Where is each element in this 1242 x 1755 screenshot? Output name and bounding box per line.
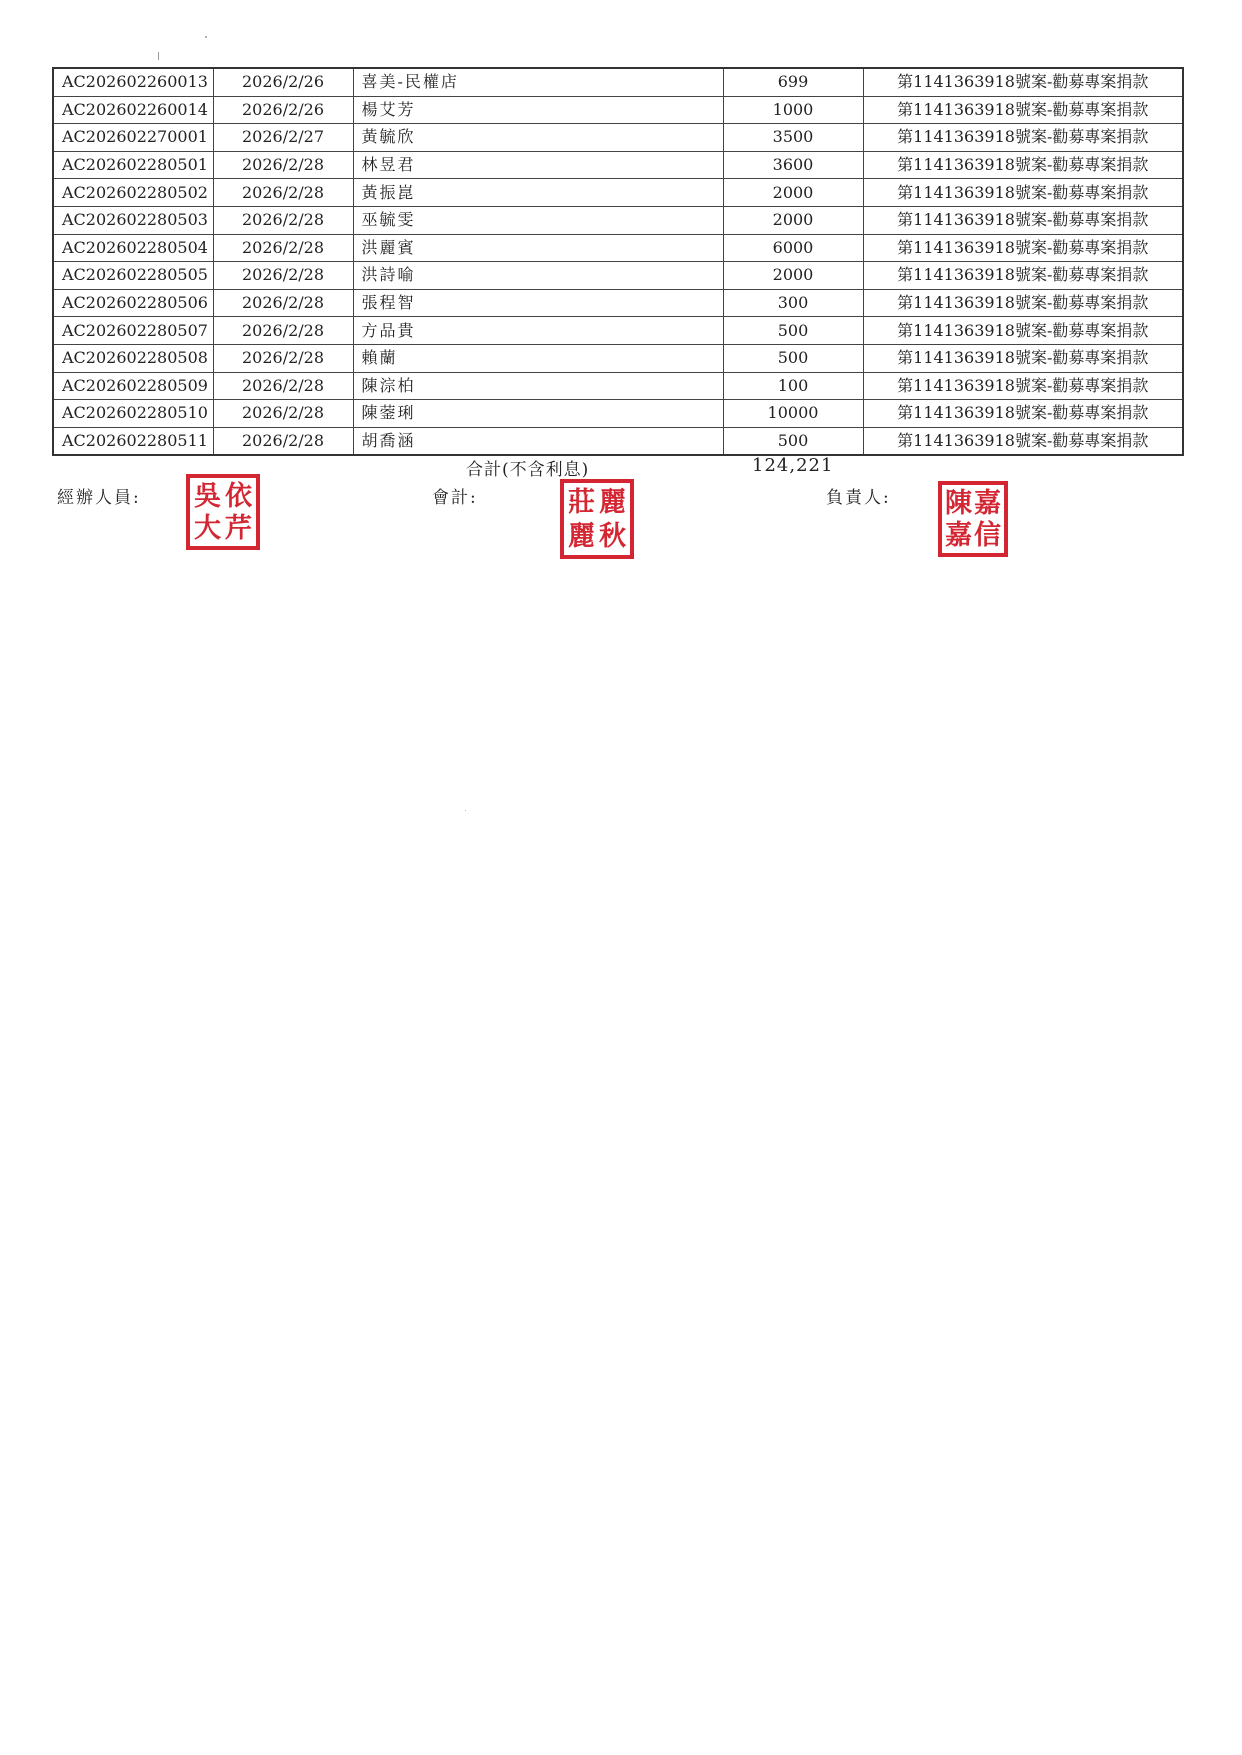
cell-purpose: 第1141363918號案-勸募專案捐款: [863, 262, 1183, 290]
cell-donation-id: AC202602280511: [53, 427, 213, 455]
cell-purpose: 第1141363918號案-勸募專案捐款: [863, 427, 1183, 455]
cell-donor-name: 黃振崑: [353, 179, 723, 207]
cell-purpose: 第1141363918號案-勸募專案捐款: [863, 317, 1183, 345]
cell-donor-name: 胡喬涵: [353, 427, 723, 455]
cell-donation-id: AC202602280508: [53, 344, 213, 372]
cell-date: 2026/2/28: [213, 262, 353, 290]
table-row: [53, 151, 1183, 179]
cell-amount: 10000: [723, 400, 863, 428]
cell-donation-id: AC202602280501: [53, 151, 213, 179]
cell-donation-id: AC202602280506: [53, 289, 213, 317]
cell-amount: 2000: [723, 262, 863, 290]
seal-character: 依: [225, 480, 252, 512]
cell-donor-name: 賴蘭: [353, 344, 723, 372]
table-row: [53, 262, 1183, 290]
handler-label: 經辦人員:: [57, 488, 141, 508]
seal-character: 嘉: [945, 519, 972, 551]
seal-character: 陳: [945, 487, 972, 519]
table-row: [53, 96, 1183, 124]
accountant-label: 會計:: [432, 488, 478, 508]
donation-ledger-table: [52, 67, 1184, 456]
cell-date: 2026/2/28: [213, 234, 353, 262]
scan-speck: [465, 810, 466, 811]
cell-date: 2026/2/28: [213, 151, 353, 179]
cell-purpose: 第1141363918號案-勸募專案捐款: [863, 234, 1183, 262]
cell-amount: 3500: [723, 124, 863, 152]
cell-donation-id: AC202602260013: [53, 68, 213, 96]
cell-donor-name: 陳蓥琍: [353, 400, 723, 428]
cell-date: 2026/2/28: [213, 372, 353, 400]
cell-amount: 2000: [723, 179, 863, 207]
table-row: [53, 372, 1183, 400]
cell-donation-id: AC202602280507: [53, 317, 213, 345]
cell-donation-id: AC202602280503: [53, 206, 213, 234]
cell-amount: 1000: [723, 96, 863, 124]
table-row: [53, 344, 1183, 372]
cell-purpose: 第1141363918號案-勸募專案捐款: [863, 151, 1183, 179]
accountant-seal-stamp: [560, 479, 634, 559]
supervisor-seal-stamp: [938, 481, 1008, 557]
cell-date: 2026/2/28: [213, 427, 353, 455]
cell-purpose: 第1141363918號案-勸募專案捐款: [863, 124, 1183, 152]
cell-donor-name: 方品貴: [353, 317, 723, 345]
cell-amount: 100: [723, 372, 863, 400]
cell-donation-id: AC202602280504: [53, 234, 213, 262]
cell-date: 2026/2/28: [213, 289, 353, 317]
seal-character: 麗: [568, 520, 595, 552]
cell-purpose: 第1141363918號案-勸募專案捐款: [863, 400, 1183, 428]
table-row: [53, 124, 1183, 152]
cell-date: 2026/2/26: [213, 96, 353, 124]
scan-speck: [205, 36, 207, 38]
cell-purpose: 第1141363918號案-勸募專案捐款: [863, 96, 1183, 124]
cell-amount: 3600: [723, 151, 863, 179]
total-value: 124,221: [752, 455, 834, 476]
table-row: [53, 427, 1183, 455]
cell-donation-id: AC202602280510: [53, 400, 213, 428]
cell-donor-name: 林昱君: [353, 151, 723, 179]
table-row: [53, 179, 1183, 207]
cell-donor-name: 洪詩喻: [353, 262, 723, 290]
cell-donor-name: 洪麗賓: [353, 234, 723, 262]
handler-seal-stamp: [186, 474, 260, 550]
cell-donor-name: 張程智: [353, 289, 723, 317]
seal-character: 大: [194, 512, 221, 544]
cell-amount: 500: [723, 427, 863, 455]
cell-amount: 300: [723, 289, 863, 317]
cell-amount: 6000: [723, 234, 863, 262]
cell-amount: 500: [723, 344, 863, 372]
table-row: [53, 206, 1183, 234]
cell-amount: 500: [723, 317, 863, 345]
supervisor-label: 負責人:: [826, 488, 891, 508]
cell-donor-name: 巫毓雯: [353, 206, 723, 234]
cell-donor-name: 楊艾芳: [353, 96, 723, 124]
table-row: [53, 68, 1183, 96]
cell-date: 2026/2/28: [213, 344, 353, 372]
cell-purpose: 第1141363918號案-勸募專案捐款: [863, 289, 1183, 317]
scan-speck: [158, 52, 159, 60]
cell-date: 2026/2/27: [213, 124, 353, 152]
cell-donation-id: AC202602270001: [53, 124, 213, 152]
table-row: [53, 317, 1183, 345]
cell-purpose: 第1141363918號案-勸募專案捐款: [863, 344, 1183, 372]
ledger-body: [53, 68, 1183, 455]
cell-donor-name: 黃毓欣: [353, 124, 723, 152]
seal-character: 秋: [599, 520, 626, 552]
cell-date: 2026/2/26: [213, 68, 353, 96]
seal-character: 莊: [568, 486, 595, 518]
table-row: [53, 289, 1183, 317]
cell-date: 2026/2/28: [213, 179, 353, 207]
seal-character: 信: [974, 519, 1001, 551]
cell-amount: 699: [723, 68, 863, 96]
table-row: [53, 234, 1183, 262]
cell-purpose: 第1141363918號案-勸募專案捐款: [863, 68, 1183, 96]
cell-donation-id: AC202602280505: [53, 262, 213, 290]
seal-character: 麗: [599, 486, 626, 518]
cell-donor-name: 陳淙柏: [353, 372, 723, 400]
total-label: 合計(不含利息): [466, 460, 590, 480]
seal-character: 芹: [225, 512, 252, 544]
cell-donation-id: AC202602260014: [53, 96, 213, 124]
cell-donor-name: 喜美-民權店: [353, 68, 723, 96]
cell-purpose: 第1141363918號案-勸募專案捐款: [863, 372, 1183, 400]
cell-date: 2026/2/28: [213, 317, 353, 345]
cell-date: 2026/2/28: [213, 400, 353, 428]
table-row: [53, 400, 1183, 428]
cell-purpose: 第1141363918號案-勸募專案捐款: [863, 206, 1183, 234]
seal-character: 嘉: [974, 487, 1001, 519]
cell-purpose: 第1141363918號案-勸募專案捐款: [863, 179, 1183, 207]
cell-donation-id: AC202602280502: [53, 179, 213, 207]
cell-date: 2026/2/28: [213, 206, 353, 234]
seal-character: 吳: [194, 480, 221, 512]
cell-donation-id: AC202602280509: [53, 372, 213, 400]
cell-amount: 2000: [723, 206, 863, 234]
